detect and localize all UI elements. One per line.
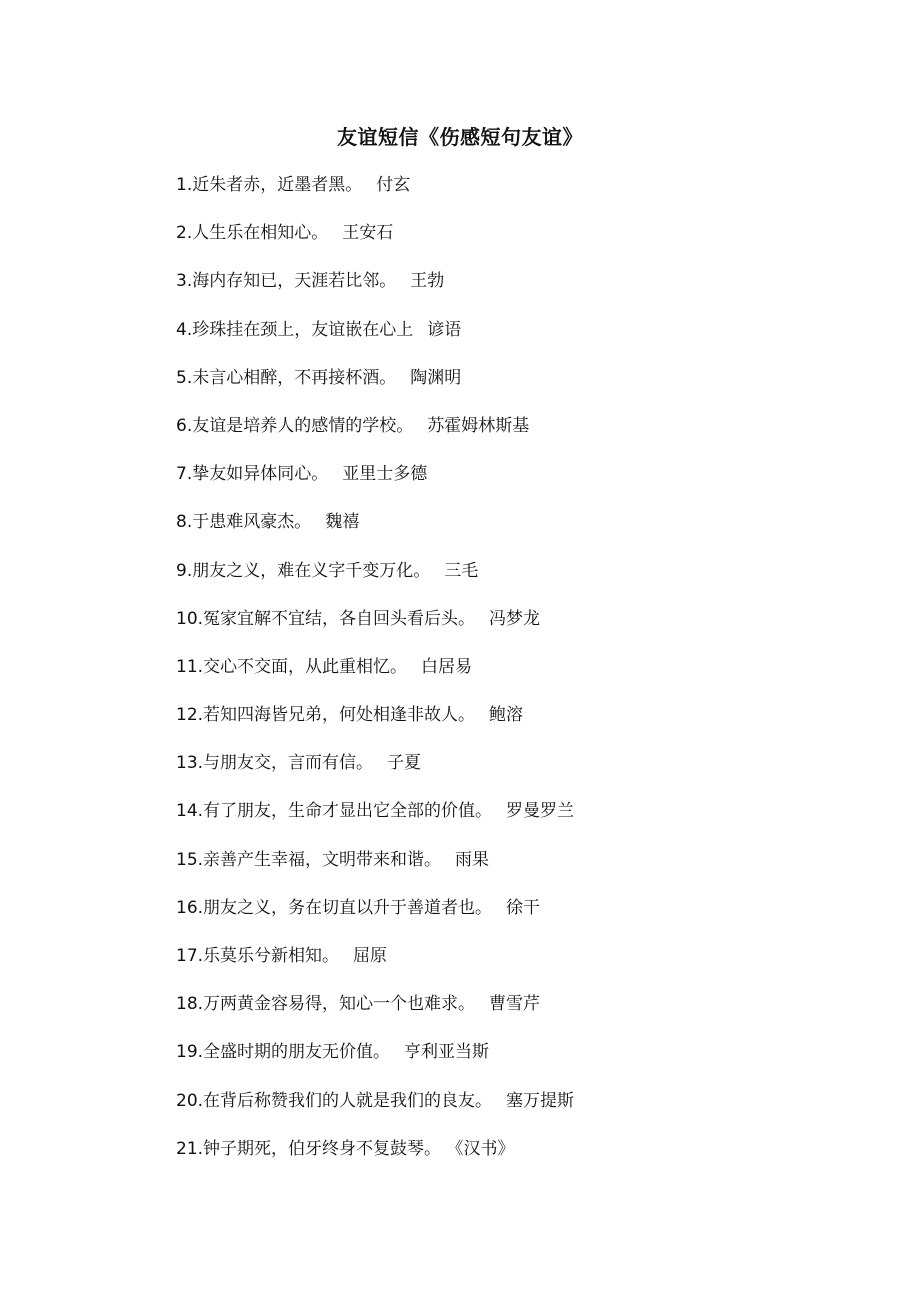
quote-item	[176, 989, 876, 1037]
quote-author: 陶渊明	[410, 367, 462, 388]
quote-author: 屈原	[353, 946, 388, 966]
quote-item	[176, 893, 876, 941]
quote-author: 徐干	[506, 897, 541, 918]
quote-text: 14.有了朋友，生命才显出它全部的价值。	[176, 801, 493, 822]
quote-text: 18.万两黄金容易得，知心一个也难求。	[176, 994, 476, 1015]
quote-item	[176, 1086, 876, 1134]
quote-author: 苏霍姆林斯基	[427, 415, 530, 436]
quote-author: 罗曼罗兰	[506, 801, 575, 822]
page-title: 友谊短信《伤感短句友谊》	[337, 125, 583, 149]
quote-item	[176, 1134, 876, 1182]
quote-author: 亨利亚当斯	[404, 1042, 490, 1063]
quote-author: 白居易	[421, 656, 473, 677]
quote-author: 鲍溶	[489, 705, 524, 726]
quote-text: 10.冤家宜解不宜结，各自回头看后头。	[176, 608, 476, 629]
quote-author: 三毛	[444, 560, 479, 581]
quote-item	[176, 604, 876, 652]
quote-text: 20.在背后称赞我们的人就是我们的良友。	[176, 1090, 493, 1111]
quote-text: 5.未言心相醉，不再接杯酒。	[176, 367, 397, 388]
quote-text: 16.朋友之义，务在切直以升于善道者也。	[176, 897, 493, 918]
quote-text: 8.于患难风豪杰。	[176, 512, 312, 533]
quote-item	[176, 170, 876, 218]
quote-author: 亚里士多德	[342, 464, 428, 485]
quote-item	[176, 941, 876, 989]
quote-item	[176, 266, 876, 314]
quote-item	[176, 748, 876, 796]
quote-item	[176, 411, 876, 459]
quote-text: 4.珍珠挂在颈上，友谊嵌在心上	[176, 319, 414, 340]
quote-text: 13.与朋友交，言而有信。	[176, 753, 374, 774]
quote-text: 17.乐莫乐兮新相知。	[176, 946, 340, 966]
quote-author: 塞万提斯	[506, 1090, 575, 1111]
quote-author: 冯梦龙	[489, 608, 541, 629]
quote-item	[176, 796, 876, 844]
quote-text: 7.挚友如异体同心。	[176, 464, 329, 485]
quote-author: 子夏	[387, 753, 422, 774]
quote-author: 《汉书》	[455, 1138, 515, 1159]
quote-text: 1.近朱者赤，近墨者黑。	[176, 175, 363, 195]
quote-author: 王安石	[342, 223, 394, 244]
quote-item	[176, 845, 876, 893]
quote-text: 21.钟子期死，伯牙终身不复鼓琴。	[176, 1138, 442, 1159]
quote-author: 曹雪芹	[489, 994, 541, 1015]
quote-text: 15.亲善产生幸福，文明带来和谐。	[176, 849, 442, 870]
quote-author: 付玄	[376, 175, 411, 195]
quote-text: 6.友谊是培养人的感情的学校。	[176, 415, 414, 436]
quote-item	[176, 556, 876, 604]
quote-item	[176, 363, 876, 411]
quote-item	[176, 218, 876, 266]
quote-item	[176, 652, 876, 700]
quote-text: 12.若知四海皆兄弟，何处相逢非故人。	[176, 705, 476, 726]
quote-text: 3.海内存知已，天涯若比邻。	[176, 271, 397, 292]
quote-text: 19.全盛时期的朋友无价值。	[176, 1042, 391, 1063]
quote-text: 2.人生乐在相知心。	[176, 223, 329, 244]
quote-text: 9.朋友之义，难在义字千变万化。	[176, 560, 431, 581]
quote-author: 王勃	[410, 271, 445, 292]
quote-author: 魏禧	[325, 512, 360, 533]
quote-item	[176, 700, 876, 748]
quote-author: 谚语	[427, 319, 462, 340]
quote-author: 雨果	[455, 849, 490, 870]
quote-item	[176, 315, 876, 363]
quote-item	[176, 507, 876, 555]
quote-text: 11.交心不交面，从此重相忆。	[176, 656, 408, 677]
quote-list	[176, 170, 876, 1182]
quote-item	[176, 1037, 876, 1085]
quote-item	[176, 459, 876, 507]
